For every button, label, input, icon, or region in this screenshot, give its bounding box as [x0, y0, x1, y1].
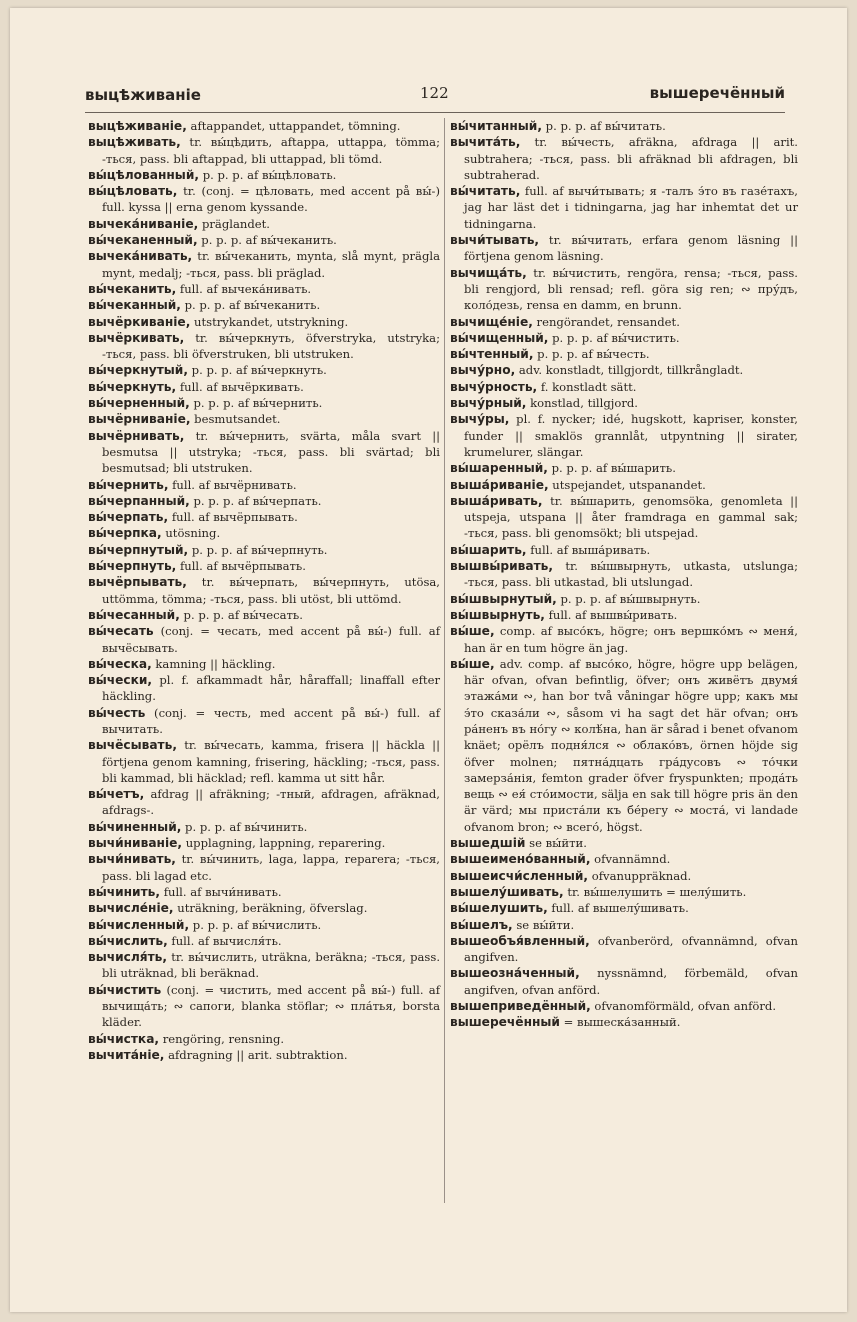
entry-headword: вы́черпанный,	[88, 493, 190, 508]
dictionary-entry	[450, 232, 798, 265]
entry-headword: вы́чесанный,	[88, 607, 180, 622]
entry-headword: вы́ше,	[450, 656, 495, 671]
entry-headword: вы́читанный,	[450, 119, 542, 133]
dictionary-entry	[88, 900, 440, 916]
entry-definition: p. p. p. af вы́чеканить.	[197, 233, 337, 248]
dictionary-entry	[450, 1014, 798, 1030]
entry-definition: uträkning, beräkning, öfverslag.	[173, 901, 368, 916]
entry-headword: вычисле́ніе,	[88, 901, 174, 916]
entry-headword: вычита́ть,	[450, 135, 521, 150]
entry-definition: p. p. p. af вы́чесать.	[179, 607, 303, 622]
entry-definition: utösning.	[161, 526, 221, 541]
entry-headword: вы́чищенный,	[450, 330, 549, 345]
column-divider	[444, 118, 445, 1203]
entry-headword: вычу́рно,	[450, 363, 516, 378]
dictionary-entry	[88, 623, 440, 656]
entry-definition: tr. вы́чесать, kamma, frisera || häckla || förtjena genom kamning, frisering, häckling; -ться, pass. bli kammad, bli häcklad; refl. kamma ut sitt hår.	[102, 738, 440, 785]
dictionary-entry	[450, 656, 798, 835]
entry-headword: вы́шаренный,	[450, 461, 548, 476]
entry-headword: вычи́ниваніе,	[88, 836, 183, 851]
dictionary-entry	[450, 607, 798, 623]
entry-definition: full. af вышелу́шивать.	[547, 901, 689, 916]
dictionary-entry	[450, 851, 798, 867]
entry-headword: вышедшій	[450, 836, 526, 851]
dictionary-entry	[450, 558, 798, 591]
dictionary-entry	[88, 558, 440, 574]
entry-headword: вы́численный,	[88, 917, 190, 932]
entry-headword: вы́читать,	[450, 184, 521, 199]
entry-headword: вычи́нивать,	[88, 852, 176, 867]
entry-definition: rengöring, rensning.	[159, 1031, 285, 1046]
entry-headword: вы́чеканить,	[88, 281, 177, 296]
dictionary-entry	[88, 395, 440, 411]
entry-definition: full. af вычёрнивать.	[168, 477, 297, 492]
entry-definition: full. af вычи́тывать; я -талъ э́то въ газе́тахъ, jag har läst det i tidningarna, jag har inhemtat det ur tidningarna.	[464, 184, 798, 231]
entry-definition: se вы́йти.	[512, 917, 575, 932]
dictionary-entry	[450, 477, 798, 493]
dictionary-entry	[450, 493, 798, 542]
entry-definition: kamning || häckling.	[151, 656, 276, 671]
header-right-guide-word: вышеречённый	[649, 84, 785, 102]
entry-definition: präglandet.	[198, 216, 270, 231]
dictionary-entry	[450, 183, 798, 232]
dictionary-entry	[450, 118, 798, 134]
entry-definition: full. af вышвы́ривать.	[544, 607, 678, 622]
entry-headword: вышеречённый	[450, 1015, 560, 1030]
entry-definition: full. af вычёрпывать.	[168, 510, 298, 525]
entry-headword: вычёркиваніе,	[88, 314, 191, 329]
entry-headword: выцѣживаніе,	[88, 119, 187, 133]
entry-headword: вычека́нивать,	[88, 249, 193, 264]
entry-definition: ofvannämnd.	[590, 852, 671, 867]
dictionary-entry	[450, 265, 798, 314]
entry-definition: p. p. p. af вы́цѣловать.	[199, 167, 337, 182]
entry-definition: p. p. p. af вы́черпать.	[189, 493, 322, 508]
entry-definition: tr. вы́числить, uträkna, beräkna; -ться, pass. bli uträknad, bli beräknad.	[102, 950, 440, 981]
entry-definition: ofvanomförmäld, ofvan anförd.	[590, 999, 777, 1014]
entry-definition: p. p. p. af вы́чистить.	[548, 330, 680, 345]
page-number: 122	[420, 84, 449, 102]
dictionary-entry	[88, 167, 440, 183]
entry-definition: p. p. p. af вы́чеканить.	[180, 298, 321, 313]
entry-definition: se вы́йти.	[525, 836, 587, 851]
entry-headword: вышеисчи́сленный,	[450, 868, 589, 883]
entry-definition: tr. вы́черкнуть, öfverstryka, utstryka; -ться, pass. bli öfverstruken, bli utstruken.	[102, 330, 440, 362]
entry-headword: вычёркивать,	[88, 330, 185, 345]
entry-headword: вычита́ніе,	[88, 1047, 165, 1062]
entry-headword: вы́ческа,	[88, 656, 152, 671]
entry-definition: utspejandet, utspanandet.	[548, 477, 706, 492]
dictionary-entry	[450, 868, 798, 884]
dictionary-entry	[450, 395, 798, 411]
entry-definition: tr. вы́чернить, svärta, måla svart || besmutsa || utstryka; -ться, pass. bli svärtad; bli besmutsad; bli utstruken.	[102, 428, 440, 476]
dictionary-entry	[88, 542, 440, 558]
entry-definition: tr. вы́чеканить, mynta, slå mynt, prägla mynt, medalj; -ться, pass. bli präglad.	[102, 249, 440, 280]
dictionary-entry	[88, 216, 440, 232]
entry-definition: ofvanuppräknad.	[588, 868, 692, 883]
entry-headword: вы́чернить,	[88, 477, 169, 492]
entry-headword: вы́чеканенный,	[88, 233, 198, 248]
dictionary-entry	[88, 232, 440, 248]
dictionary-entry	[450, 933, 798, 966]
dictionary-entry	[88, 428, 440, 477]
entry-headword: вы́шелушить,	[450, 901, 548, 916]
entry-definition: adv. comp. af высо́ко, högre, högre upp belägen, här ofvan, ofvan befintlig, öfver; онъ живётъ двумя́ этажа́ми ∾, han bor två våningar högre upp; какъ мы э́то сказа́ли ∾, såsom vi ha sagt det här ofvan; онъ ра́ненъ въ но́гу ∾ колѣ́на, han är sårad i benet ofvanom knäet; орёлъ подня́лся ∾ облако́въ, örnen höjde sig öfver molnen; пятна́дцать гра́дусовъ ∾ то́чки замерза́нія, femton grader öfver fryspunkten; прода́ть вещь ∾ ея́ сто́имости, sälja en sak till högre pris än den är värd; мы приста́ли къ бе́регу ∾ моста́, vi landade ofvanom bron; ∾ всего́, högst.	[464, 656, 798, 834]
dictionary-entry	[88, 477, 440, 493]
entry-headword: вычисля́ть,	[88, 950, 168, 965]
entry-headword: вышеобъя́вленный,	[450, 933, 590, 948]
entry-definition: full. af вычёркивать.	[176, 379, 304, 394]
dictionary-entry	[450, 884, 798, 900]
entry-headword: вычу́рный,	[450, 396, 527, 411]
entry-definition: upplagning, lappning, reparering.	[182, 836, 386, 851]
entry-headword: вы́честь	[88, 705, 146, 720]
dictionary-entry	[88, 851, 440, 884]
dictionary-entry	[88, 884, 440, 900]
entry-headword: вы́черкнутый,	[88, 363, 188, 378]
dictionary-entry	[450, 134, 798, 183]
dictionary-entry	[88, 607, 440, 623]
entry-headword: выцѣживать,	[88, 135, 181, 150]
entry-headword: вычу́ры,	[450, 412, 510, 427]
dictionary-entry	[88, 379, 440, 395]
page-header	[85, 82, 785, 113]
entry-definition: besmutsandet.	[190, 412, 281, 427]
dictionary-entry	[450, 623, 798, 656]
entry-headword: вычёсывать,	[88, 738, 177, 753]
dictionary-entry	[88, 248, 440, 281]
entry-headword: вы́черпать,	[88, 510, 169, 525]
entry-headword: вышеозна́ченный,	[450, 966, 580, 981]
dictionary-entry	[88, 819, 440, 835]
entry-definition: konstlad, tillgjord.	[526, 396, 638, 411]
entry-definition: full. af вычисля́ть.	[167, 933, 282, 948]
dictionary-entry	[88, 183, 440, 216]
dictionary-entry	[88, 362, 440, 378]
entry-definition: pl. f. afkammadt hår, håraffall; linaffall efter häckling.	[102, 673, 440, 704]
header-left-guide-word: выцѣживаніе	[85, 86, 201, 104]
entry-definition: aftappandet, uttappandet, tömning.	[186, 119, 401, 133]
entry-headword: вы́чистить	[88, 982, 162, 997]
dictionary-entry	[88, 982, 440, 1031]
entry-definition: full. af вычёрпывать.	[176, 559, 306, 574]
entry-definition: rengörandet, rensandet.	[532, 314, 680, 329]
entry-definition: p. p. p. af вы́чинить.	[181, 819, 308, 834]
dictionary-entry	[88, 330, 440, 363]
entry-headword: вы́швырнуть,	[450, 607, 545, 622]
entry-headword: вычёрпывать,	[88, 575, 187, 590]
right-column	[450, 118, 798, 1031]
entry-definition: p. p. p. af вы́черпнуть.	[188, 542, 328, 557]
dictionary-entry	[450, 965, 798, 998]
dictionary-entry	[88, 297, 440, 313]
entry-headword: вы́чески,	[88, 673, 153, 688]
entry-definition: p. p. p. af вы́швырнуть.	[556, 591, 701, 606]
entry-definition: full. af вычека́нивать.	[176, 281, 312, 296]
entry-headword: вы́цѣловать,	[88, 184, 178, 199]
entry-headword: вы́шелъ,	[450, 917, 513, 932]
entry-headword: вы́швырнутый,	[450, 591, 557, 606]
dictionary-entry	[450, 917, 798, 933]
dictionary-entry	[450, 362, 798, 378]
entry-definition: p. p. p. af вы́читать.	[541, 119, 666, 133]
dictionary-entry	[88, 509, 440, 525]
entry-definition: p. p. p. af вы́черкнуть.	[187, 363, 327, 378]
entry-definition: tr. (conj. = цѣловать, med accent på вы́-) full. kyssa || erna genom kyssande.	[102, 184, 440, 215]
dictionary-entry	[450, 346, 798, 362]
entry-headword: вы́черпнутый,	[88, 542, 189, 557]
dictionary-entry	[88, 835, 440, 851]
dictionary-entry	[450, 411, 798, 460]
entry-headword: вы́цѣлованный,	[88, 167, 200, 182]
entry-definition: tr. вы́честь, afräkna, afdraga || arit. subtrahera; -ться, pass. bli afräknad bli afdragen, bli subtraherad.	[464, 135, 798, 182]
entry-definition: nyssnämnd, förbemäld, ofvan angifven, ofvan anförd.	[464, 966, 798, 997]
entry-definition: full. af выша́ривать.	[526, 542, 651, 557]
entry-headword: вы́ше,	[450, 624, 495, 639]
entry-headword: вы́черпка,	[88, 526, 162, 541]
dictionary-entry	[88, 949, 440, 982]
dictionary-entry	[88, 1031, 440, 1047]
entry-definition: p. p. p. af вы́чернить.	[189, 396, 323, 411]
entry-headword: вычища́ть,	[450, 265, 527, 280]
dictionary-entry	[88, 314, 440, 330]
dictionary-entry	[88, 705, 440, 738]
entry-headword: выша́риваніе,	[450, 477, 549, 492]
entry-headword: вы́чинить,	[88, 884, 161, 899]
entry-definition: afdragning || arit. subtraktion.	[164, 1047, 348, 1062]
entry-headword: вы́черкнуть,	[88, 379, 177, 394]
entry-definition: tr. вы́чистить, rengöra, rensa; -ться, pass. bli rengjord, bli rensad; refl. göra sig ren; ∾ пру́дъ, коло́дезь, rensa en damm, en brunn.	[464, 265, 798, 313]
entry-definition: afdrag || afräkning; -тный, afdragen, afräknad, afdrags-.	[102, 787, 440, 818]
entry-headword: вычека́ниваніе,	[88, 216, 199, 231]
dictionary-entry	[450, 835, 798, 851]
entry-headword: вышелу́шивать,	[450, 884, 564, 899]
dictionary-entry	[88, 411, 440, 427]
dictionary-entry	[88, 134, 440, 167]
dictionary-entry	[450, 998, 798, 1014]
entry-definition: (conj. = честь, med accent på вы́-) full. af вычитать.	[102, 705, 440, 736]
entry-headword: вычёрнивать,	[88, 428, 185, 443]
dictionary-entry	[88, 493, 440, 509]
entry-definition: tr. вы́чинить, laga, lappa, reparera; -ться, pass. bli lagad etc.	[102, 852, 440, 883]
entry-headword: вы́чистка,	[88, 1031, 160, 1046]
entry-definition: p. p. p. af вы́шарить.	[547, 461, 676, 476]
dictionary-entry	[450, 379, 798, 395]
entry-headword: вы́числить,	[88, 933, 168, 948]
entry-headword: вы́чесать	[88, 624, 154, 639]
entry-headword: вышеприведённый,	[450, 999, 591, 1014]
entry-definition: tr. вы́читать, erfara genom läsning || förtjena genom läsning.	[464, 233, 798, 264]
dictionary-entry	[450, 542, 798, 558]
entry-headword: вычище́ніе,	[450, 314, 533, 329]
entry-definition: adv. konstladt, tillgjordt, tillkrångladt.	[515, 363, 744, 378]
entry-definition: tr. вы́шарить, genomsöka, genomleta || utspeja, utspana || åter framdraga en gammal sak; -ться, pass. bli genomsökt; bli utspejad.	[464, 493, 798, 541]
entry-definition: tr. вы́швырнуть, utkasta, utslunga; -ться, pass. bli utkastad, bli utslungad.	[464, 559, 798, 590]
entry-headword: вы́шарить,	[450, 542, 527, 557]
dictionary-entry	[88, 917, 440, 933]
dictionary-entry	[450, 900, 798, 916]
entry-definition: utstrykandet, utstrykning.	[190, 314, 349, 329]
dictionary-entry	[450, 330, 798, 346]
entry-definition: (conj. = чистить, med accent på вы́-) full. af вычища́ть; ∾ сапоги, blanka stöflar; ∾ пла́тья, borsta kläder.	[102, 982, 440, 1030]
entry-definition: f. konstladt sätt.	[537, 379, 637, 394]
dictionary-entry	[450, 460, 798, 476]
dictionary-entry	[88, 933, 440, 949]
entry-definition: p. p. p. af вы́числить.	[189, 917, 322, 932]
dictionary-entry	[88, 737, 440, 786]
dictionary-entry	[88, 672, 440, 705]
entry-headword: вышвы́ривать,	[450, 559, 554, 574]
entry-headword: вычёрниваніе,	[88, 412, 191, 427]
entry-headword: вы́черпнуть,	[88, 559, 177, 574]
entry-headword: вы́чиненный,	[88, 819, 182, 834]
entry-definition: comp. af высо́къ, högre; онъ вершко́мъ ∾ меня́, han är en tum högre än jag.	[464, 624, 798, 655]
entry-headword: выша́ривать,	[450, 493, 543, 508]
dictionary-entry	[450, 314, 798, 330]
entry-headword: вы́чтенный,	[450, 347, 534, 362]
entry-definition: = вышеска́занный.	[559, 1015, 681, 1030]
entry-headword: вычи́тывать,	[450, 233, 540, 248]
entry-definition: ofvanberörd, ofvannämnd, ofvan angifven.	[464, 933, 798, 965]
entry-headword: вычу́рность,	[450, 379, 538, 394]
dictionary-entry	[450, 591, 798, 607]
dictionary-entry	[88, 118, 440, 134]
dictionary-page	[10, 8, 847, 1312]
entry-headword: вы́черненный,	[88, 396, 190, 411]
entry-headword: вы́четъ,	[88, 787, 145, 802]
dictionary-entry	[88, 1047, 440, 1063]
entry-definition: tr. вы́черпать, вы́черпнуть, utösa, uttömma, tömma; -ться, pass. bli utöst, bli uttömd.	[102, 575, 440, 606]
left-column	[88, 118, 440, 1063]
dictionary-entry	[88, 656, 440, 672]
entry-definition: p. p. p. af вы́честь.	[533, 347, 650, 362]
entry-definition: pl. f. nycker; idé, hugskott, kapriser, konster, funder || smaklös grannlåt, utpyntning || sirater, krumelurer, slängar.	[464, 412, 798, 459]
dictionary-entry	[88, 525, 440, 541]
dictionary-entry	[88, 281, 440, 297]
entry-definition: (conj. = чесать, med accent på вы́-) full. af вычёсывать.	[102, 624, 440, 655]
dictionary-entry	[88, 786, 440, 819]
entry-definition: tr. вы́цѣдить, aftappa, uttappa, tömma; -ться, pass. bli aftappad, bli uttappad, bli tömd.	[102, 135, 440, 166]
entry-headword: вы́чеканный,	[88, 298, 181, 313]
dictionary-entry	[88, 574, 440, 607]
entry-headword: вышеимено́ванный,	[450, 852, 591, 867]
entry-definition: tr. вы́шелушить = шелу́шить.	[563, 884, 747, 899]
entry-definition: full. af вычи́нивать.	[160, 884, 282, 899]
